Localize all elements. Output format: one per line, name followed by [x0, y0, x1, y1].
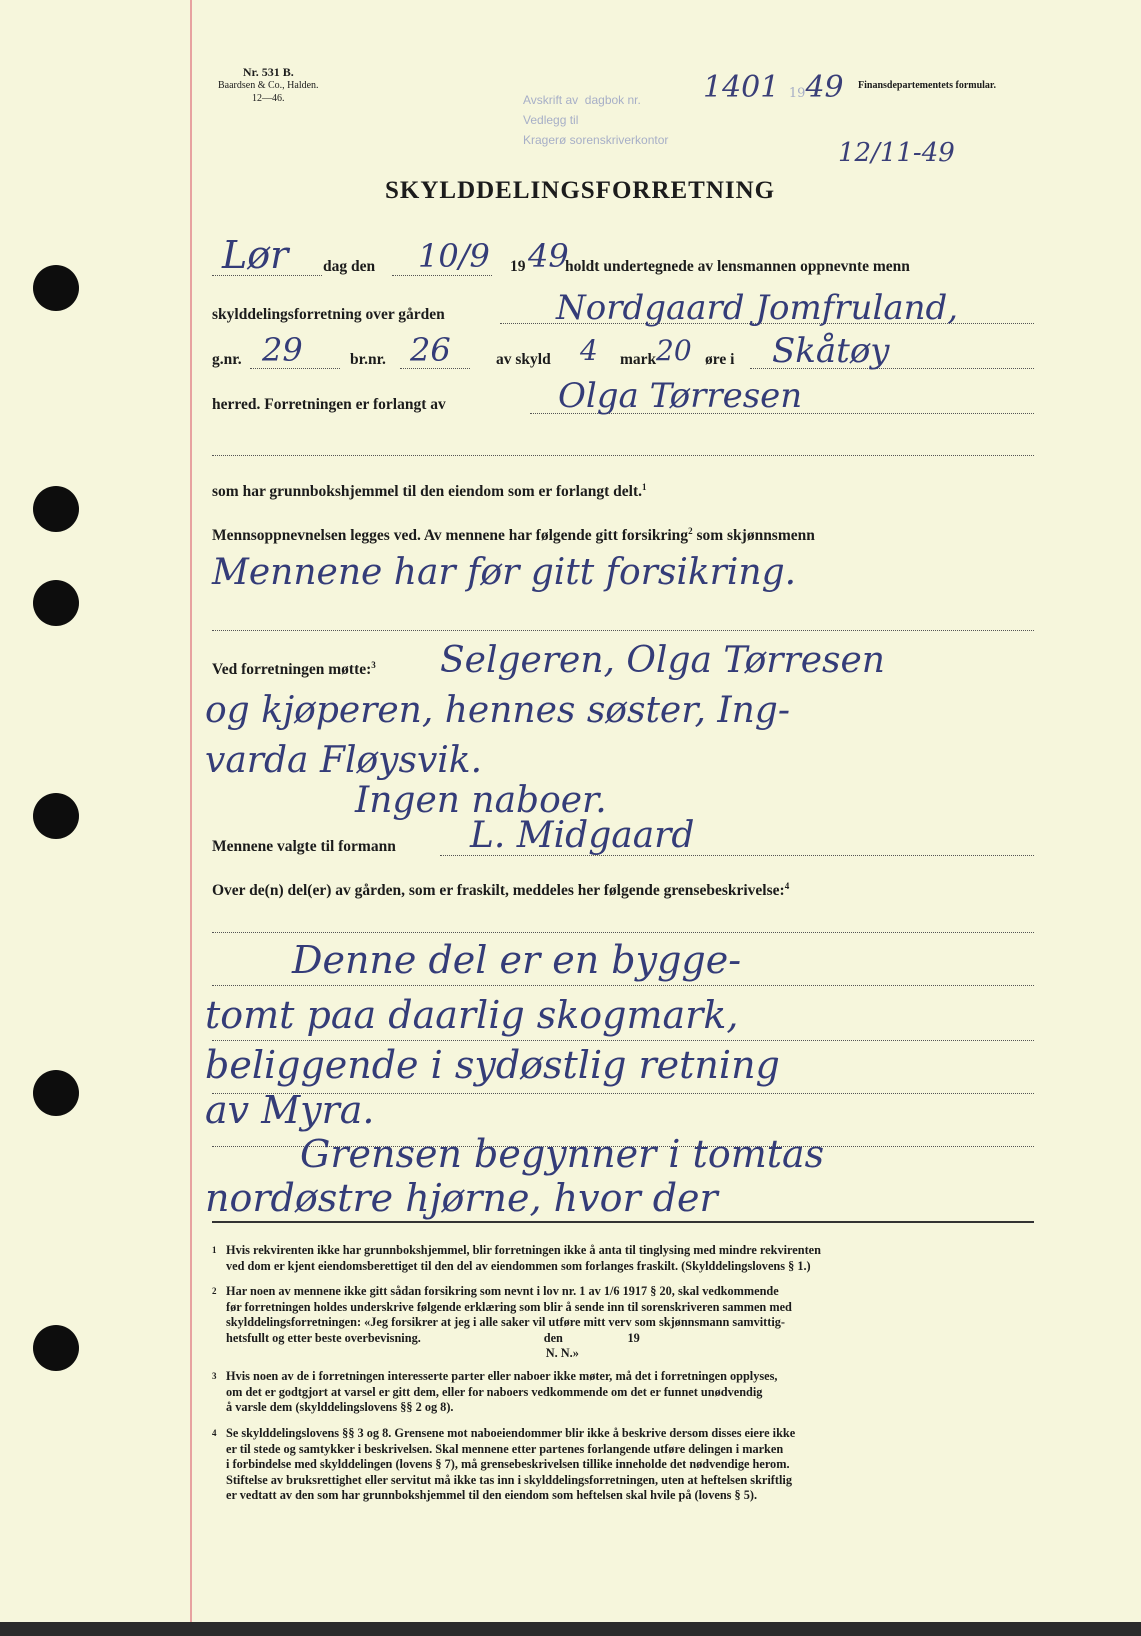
footnote-3: 3 Hvis noen av de i forretningen interesserte parter eller naboer ikke møter, må det i forretningen opplyses, om det er godtgjort at varsel er gitt dem, eller for naboers vedkommende om det er funnet unødvendig å varsle dem (skylddelingslovens §§ 2 og 8).	[212, 1369, 778, 1414]
printer-info	[218, 66, 319, 105]
mark-label: mark	[620, 351, 657, 368]
mark-handwriting: 4	[580, 334, 598, 367]
office-stamp	[523, 90, 668, 150]
attended-handwriting-4: Ingen naboer.	[355, 780, 607, 821]
brnr-label: br.nr.	[350, 351, 386, 368]
boundary-handwriting-3: beliggende i sydøstlig retning	[205, 1043, 780, 1087]
boundary-handwriting-6: nordøstre hjørne, hvor der	[205, 1176, 718, 1220]
farm-handwriting: Nordgaard Jomfruland,	[556, 288, 959, 328]
boundary-handwriting-1: Denne del er en bygge-	[292, 938, 742, 982]
footnote-4: 4 Se skylddelingslovens §§ 3 og 8. Grensene mot naboeiendommer blir ikke å beskrive dersom disses eiere ikke er til stede og samtykker i beskrivelsen. Skal mennene etter partenes forlangende utføre delingen i marken i forbindelse med skylddelingen (lovens § 7), må grensebeskrivelsen tillike inneholde det nødvendige herom. Stiftelse av bruksrettighet eller servitut må ikke tas inn i skylddelingsforretningen, uten at heftelsen skriftlig er vedtatt av den som har grunnbokshjemmel til den eiendom som heftelsen skal hvile på (lovens § 5).	[212, 1426, 796, 1502]
mennsopp-text: Mennsoppnevnelsen legges ved. Av mennene har følgende gitt forsikring$^2$ som skjønnsmenn	[212, 526, 815, 545]
printer-nr: Nr. 531 B.	[242, 65, 294, 79]
herred-label: herred. Forretningen er forlangt av	[212, 396, 446, 413]
attended-handwriting-2: og kjøperen, hennes søster, Ing-	[205, 690, 790, 731]
gnr-handwriting: 29	[262, 331, 303, 369]
formular-label: Finansdepartementets formular.	[858, 80, 996, 91]
printer-date: 12—46.	[252, 93, 285, 104]
punch-hole	[33, 265, 79, 311]
attended-handwriting-1: Selgeren, Olga Tørresen	[440, 640, 885, 681]
footnote-1: 1 Hvis rekvirenten ikke har grunnbokshjemmel, blir forretningen ikke å anta til tinglysing med mindre rekvirenten ved dom er kjent eiendomsberettiget til den del av eiendommen som forlanges fraskilt. (Skylddelingslovens § 1.)	[212, 1243, 821, 1273]
holdt-text: holdt undertegnede av lensmannen oppnevnte menn	[565, 258, 910, 275]
stamp-mid: dagbok nr.	[584, 93, 641, 107]
requester-handwriting: Olga Tørresen	[558, 376, 803, 416]
footnote-2: 2 Har noen av mennene ikke gitt sådan forsikring som nevnt i lov nr. 1 av 1/6 1917 § 20, skal vedkommende før forretningen holdes underskrive følgende erklæring som blir å sende inn til sorenskriveren sammen med skylddelingsforretningen: «Jeg forsikrer at jeg i alle saker vil utføre mitt verv som skjønnsmann samvittig- hetsfullt og etter beste overbevisning. den 19 N. N.»	[212, 1284, 792, 1360]
grunnbok-text: som har grunnbokshjemmel til den eiendom som er forlangt delt.$^1$	[212, 482, 647, 501]
stamp-line1: Avskrift av	[523, 93, 579, 107]
year-handwriting: 49	[528, 237, 569, 275]
chairman-handwriting: L. Midgaard	[470, 815, 695, 856]
punch-hole	[33, 1070, 79, 1116]
over-garden-label: skylddelingsforretning over gården	[212, 306, 445, 323]
stamp-number: 1401 1949	[703, 70, 844, 105]
gnr-label: g.nr.	[212, 351, 242, 368]
skyld-label: av skyld	[496, 351, 551, 368]
stamp-year-label: 19	[788, 86, 806, 101]
ore-handwriting: 20	[656, 334, 692, 367]
herred-handwriting: Skåtøy	[772, 331, 890, 371]
boundary-handwriting-4: av Myra.	[205, 1088, 375, 1132]
boundary-handwriting-5: Grensen begynner i tomtas	[300, 1132, 825, 1176]
insurance-handwriting: Mennene har før gitt forsikring.	[212, 552, 797, 593]
boundary-label: Over de(n) del(er) av gården, som er fraskilt, meddeles her følgende grensebeskrivelse:$^4$	[212, 881, 790, 900]
footnote-rule	[212, 1221, 1034, 1223]
ore-label: øre i	[705, 351, 735, 368]
day-handwriting: Lør	[222, 233, 289, 277]
stamp-date: 12/11-49	[838, 138, 955, 168]
stamp-line2: Vedlegg til	[523, 113, 579, 127]
page-title: SKYLDDELINGSFORRETNING	[385, 177, 776, 204]
year-prefix: 19	[510, 258, 526, 275]
boundary-handwriting-2: tomt paa daarlig skogmark,	[205, 993, 739, 1037]
day-label: dag den	[323, 258, 376, 275]
chairman-label: Mennene valgte til formann	[212, 838, 396, 855]
punch-hole	[33, 580, 79, 626]
punch-hole	[33, 1325, 79, 1371]
printer-name: Baardsen & Co., Halden.	[218, 80, 319, 91]
attended-handwriting-3: varda Fløysvik.	[205, 740, 483, 781]
punch-hole	[33, 486, 79, 532]
stamp-year: 49	[805, 70, 844, 105]
attended-label: Ved forretningen møtte:$^3$	[212, 660, 376, 679]
date-handwriting: 10/9	[418, 237, 490, 275]
brnr-handwriting: 26	[410, 331, 451, 369]
margin-line	[190, 0, 192, 1622]
stamp-line3: Kragerø sorenskriverkontor	[523, 133, 669, 147]
punch-hole	[33, 793, 79, 839]
